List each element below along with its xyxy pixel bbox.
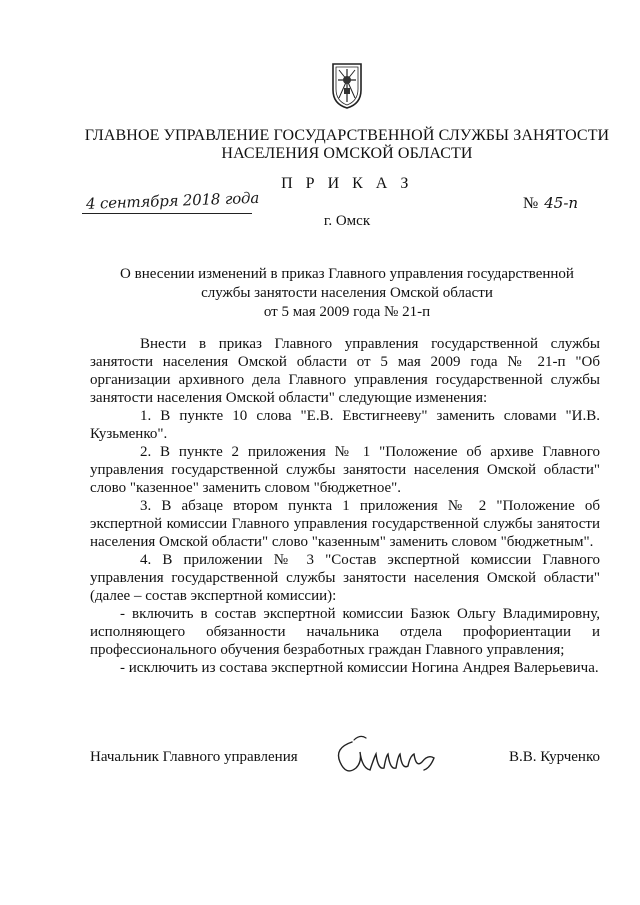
document-subject bbox=[110, 265, 584, 322]
number-sign: № bbox=[523, 195, 539, 212]
handwritten-number: 45-п bbox=[544, 194, 579, 212]
item-4-exclude: - исключить из состава экспертной комиссии Ногина Андрея Валерьевича. bbox=[120, 660, 599, 676]
subject-line2: службы занятости населения Омской области bbox=[201, 285, 493, 301]
item-4: 4. В приложении № 3 "Состав экспертной комиссии Главного управления государственной службы занятости населения Омской области" (далее – состав экспертной комиссии): bbox=[90, 552, 600, 604]
signatory-name: В.В. Курченко bbox=[508, 749, 600, 765]
item-4-include: - включить в состав экспертной комиссии Базюк Ольгу Владимировну, исполняющего обязанности начальника отдела профориентации и профессионального обучения безработных граждан Главного управления; bbox=[90, 606, 600, 658]
item-3: 3. В абзаце втором пункта 1 приложения № 2 "Положение об экспертной комиссии Главного управления государственной службы занятости населения Омской области" слово "казенным" заменить словом "бюджетным". bbox=[90, 498, 600, 550]
document-type-title: П Р И К А З bbox=[281, 175, 413, 192]
coat-of-arms-icon bbox=[327, 60, 367, 110]
organization-header bbox=[40, 127, 640, 163]
city: г. Омск bbox=[323, 213, 371, 229]
signatory-position: Начальник Главного управления bbox=[90, 749, 298, 765]
item-1: 1. В пункте 10 слова "Е.В. Евстигнееву" заменить словами "И.В. Кузьменко". bbox=[90, 408, 600, 442]
subject-line3: от 5 мая 2009 года № 21-п bbox=[263, 304, 431, 320]
document-number bbox=[523, 194, 578, 213]
subject-line1: О внесении изменений в приказ Главного управления государственной bbox=[120, 266, 574, 282]
signature-block bbox=[90, 749, 600, 773]
document-body bbox=[90, 335, 600, 677]
intro-paragraph: Внести в приказ Главного управления государственной службы занятости населения Омской области от 5 мая 2009 года № 21-п "Об организации архивного дела Главного управления государственной службы занятости населения Омской области" следующие изменения: bbox=[90, 336, 600, 406]
organization-name-line1: ГЛАВНОЕ УПРАВЛЕНИЕ ГОСУДАРСТВЕННОЙ СЛУЖБЫ ЗАНЯТОСТИ bbox=[84, 127, 610, 144]
item-2: 2. В пункте 2 приложения № 1 "Положение об архиве Главного управления государственной службы занятости населения Омской области" слово "казенное" заменить словом "бюджетное". bbox=[90, 444, 600, 496]
organization-name-line2: НАСЕЛЕНИЯ ОМСКОЙ ОБЛАСТИ bbox=[221, 145, 473, 162]
handwritten-date: 4 сентября 2018 года bbox=[85, 188, 260, 213]
